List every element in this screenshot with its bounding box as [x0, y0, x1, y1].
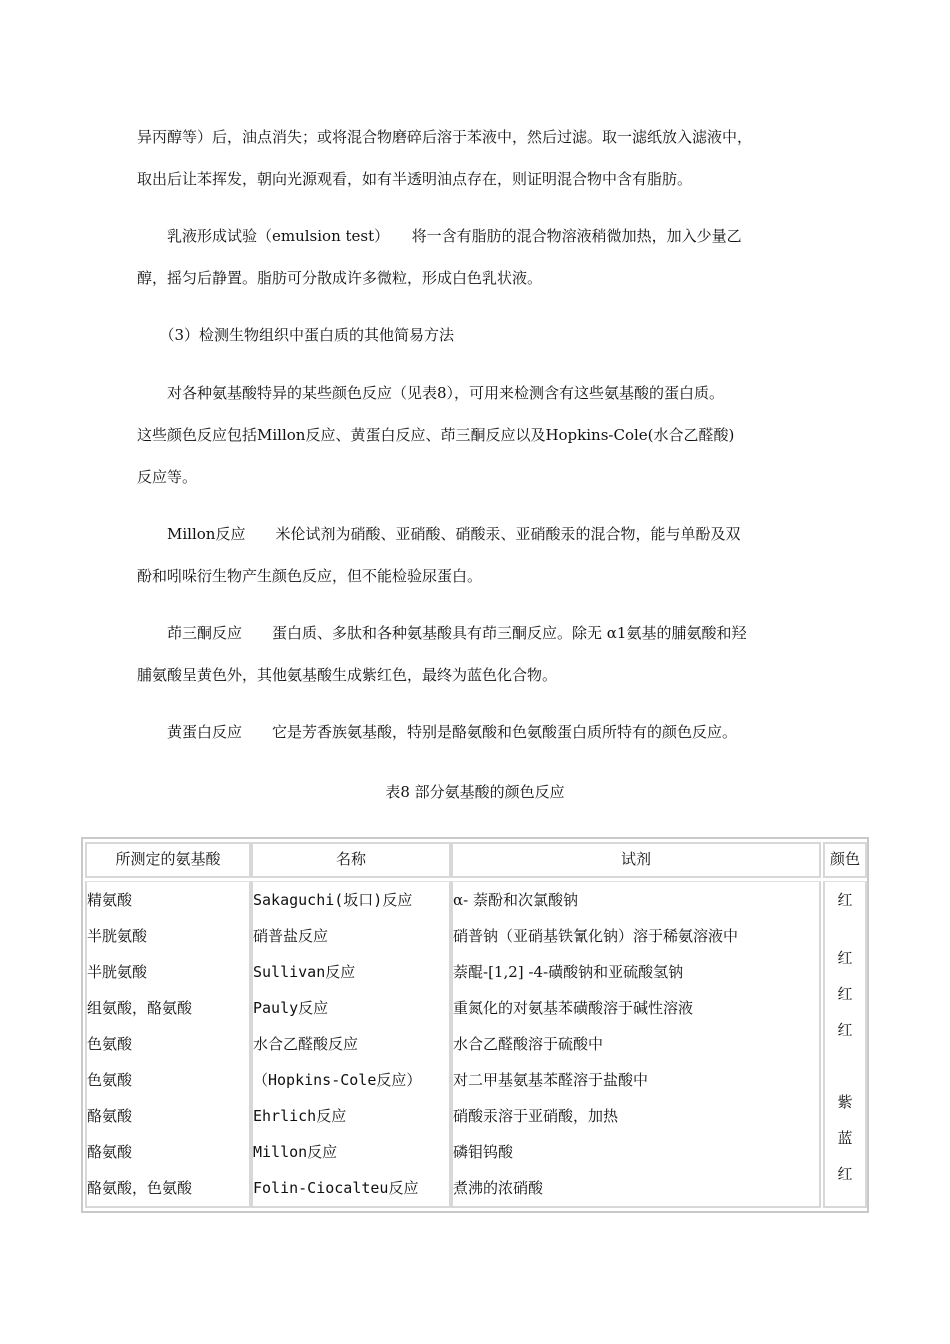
header-reagent: 试剂: [451, 842, 821, 878]
table-cell: 硝普盐反应: [253, 927, 329, 945]
column-colors: [823, 881, 867, 1208]
table-cell: 硝普钠（亚硝基铁氰化钠）溶于稀氨溶液中: [453, 927, 739, 945]
paragraph-xanthoprotein: [137, 711, 817, 753]
text-line: 反应等。: [137, 468, 198, 486]
paragraph-color-reactions: [137, 372, 817, 498]
paragraph-millon: [137, 513, 817, 597]
table-cell: 煮沸的浓硝酸: [453, 1179, 544, 1197]
text-line: 这些颜色反应包括Millon反应、黄蛋白反应、茚三酮反应以及Hopkins-Cole(水合乙醛酸): [137, 426, 735, 444]
header-color: 颜色: [823, 842, 867, 878]
header-name: 名称: [251, 842, 451, 878]
table-cell: Millon反应: [253, 1143, 338, 1161]
table-cell: 色氨酸: [87, 1071, 133, 1089]
table-cell: 组氨酸，酪氨酸: [87, 999, 193, 1017]
table-cell: Folin-Ciocalteu反应: [253, 1179, 419, 1197]
table-cell: 重氮化的对氨基苯磺酸溶于碱性溶液: [453, 999, 694, 1017]
table-cell: 硝酸汞溶于亚硝酸，加热: [453, 1107, 619, 1125]
table-cell: Sullivan反应: [253, 963, 356, 981]
table-cell: 蓝: [837, 1129, 853, 1147]
text-line: 异丙醇等）后，油点消失；或将混合物磨碎后溶于苯液中，然后过滤。取一滤纸放入滤液中，: [137, 128, 753, 146]
table-cell: 酪氨酸，色氨酸: [87, 1179, 193, 1197]
text-line: 酚和吲哚衍生物产生颜色反应，但不能检验尿蛋白。: [137, 567, 483, 585]
text-line: 醇，摇匀后静置。脂肪可分散成许多微粒，形成白色乳状液。: [137, 269, 543, 287]
amino-acid-color-table: [81, 837, 869, 1213]
column-names: [251, 881, 451, 1208]
text-line: 茚三酮反应 蛋白质、多肽和各种氨基酸具有茚三酮反应。除无 α1氨基的脯氨酸和羟: [137, 624, 747, 642]
column-amino-acids: [85, 881, 251, 1208]
table-cell: Sakaguchi(坂口)反应: [253, 891, 413, 909]
table-cell: 磷钼钨酸: [453, 1143, 514, 1161]
text-line: （3）检测生物组织中蛋白质的其他简易方法: [137, 326, 455, 344]
table-cell: 萘醌-[1,2] -4-磺酸钠和亚硫酸氢钠: [453, 963, 684, 981]
paragraph-oil-spot: [137, 116, 817, 200]
text-line: 对各种氨基酸特异的某些颜色反应（见表8），可用来检测含有这些氨基酸的蛋白质。: [137, 384, 725, 402]
table-cell: 红: [837, 1165, 853, 1183]
text-line: 取出后让苯挥发，朝向光源观看，如有半透明油点存在，则证明混合物中含有脂肪。: [137, 170, 693, 188]
table-caption: 表8 部分氨基酸的颜色反应: [385, 783, 565, 801]
table-cell: α- 萘酚和次氯酸钠: [453, 891, 578, 909]
table-cell: 水合乙醛酸反应: [253, 1035, 359, 1053]
table-cell: Pauly反应: [253, 999, 329, 1017]
table-cell: 红: [837, 1021, 853, 1039]
paragraph-emulsion-test: [137, 215, 817, 299]
text-line: 脯氨酸呈黄色外，其他氨基酸生成紫红色，最终为蓝色化合物。: [137, 666, 558, 684]
table-cell: 红: [837, 949, 853, 967]
table-cell: 红: [837, 985, 853, 1003]
table-cell: 水合乙醛酸溶于硫酸中: [453, 1035, 604, 1053]
paragraph-ninhydrin: [137, 612, 817, 696]
header-amino-acid: 所测定的氨基酸: [85, 842, 251, 878]
table-cell: 精氨酸: [87, 891, 133, 909]
table-cell: 半胱氨酸: [87, 963, 148, 981]
section-heading: [137, 314, 817, 356]
table-cell: （Hopkins-Cole反应）: [253, 1071, 422, 1089]
table-cell: 酪氨酸: [87, 1107, 133, 1125]
table-cell: 红: [837, 891, 853, 909]
table-cell: Ehrlich反应: [253, 1107, 347, 1125]
table-cell: 对二甲基氨基苯醛溶于盐酸中: [453, 1071, 649, 1089]
table-cell: 色氨酸: [87, 1035, 133, 1053]
table-cell: 紫: [837, 1093, 853, 1111]
table-cell: 半胱氨酸: [87, 927, 148, 945]
column-reagents: [451, 881, 821, 1208]
text-line: Millon反应 米伦试剂为硝酸、亚硝酸、硝酸汞、亚硝酸汞的混合物，能与单酚及双: [137, 525, 741, 543]
text-line: 乳液形成试验（emulsion test） 将一含有脂肪的混合物溶液稍微加热，加入少量乙: [137, 227, 742, 245]
table-cell: 酪氨酸: [87, 1143, 133, 1161]
text-line: 黄蛋白反应 它是芳香族氨基酸，特别是酪氨酸和色氨酸蛋白质所特有的颜色反应。: [137, 723, 738, 741]
